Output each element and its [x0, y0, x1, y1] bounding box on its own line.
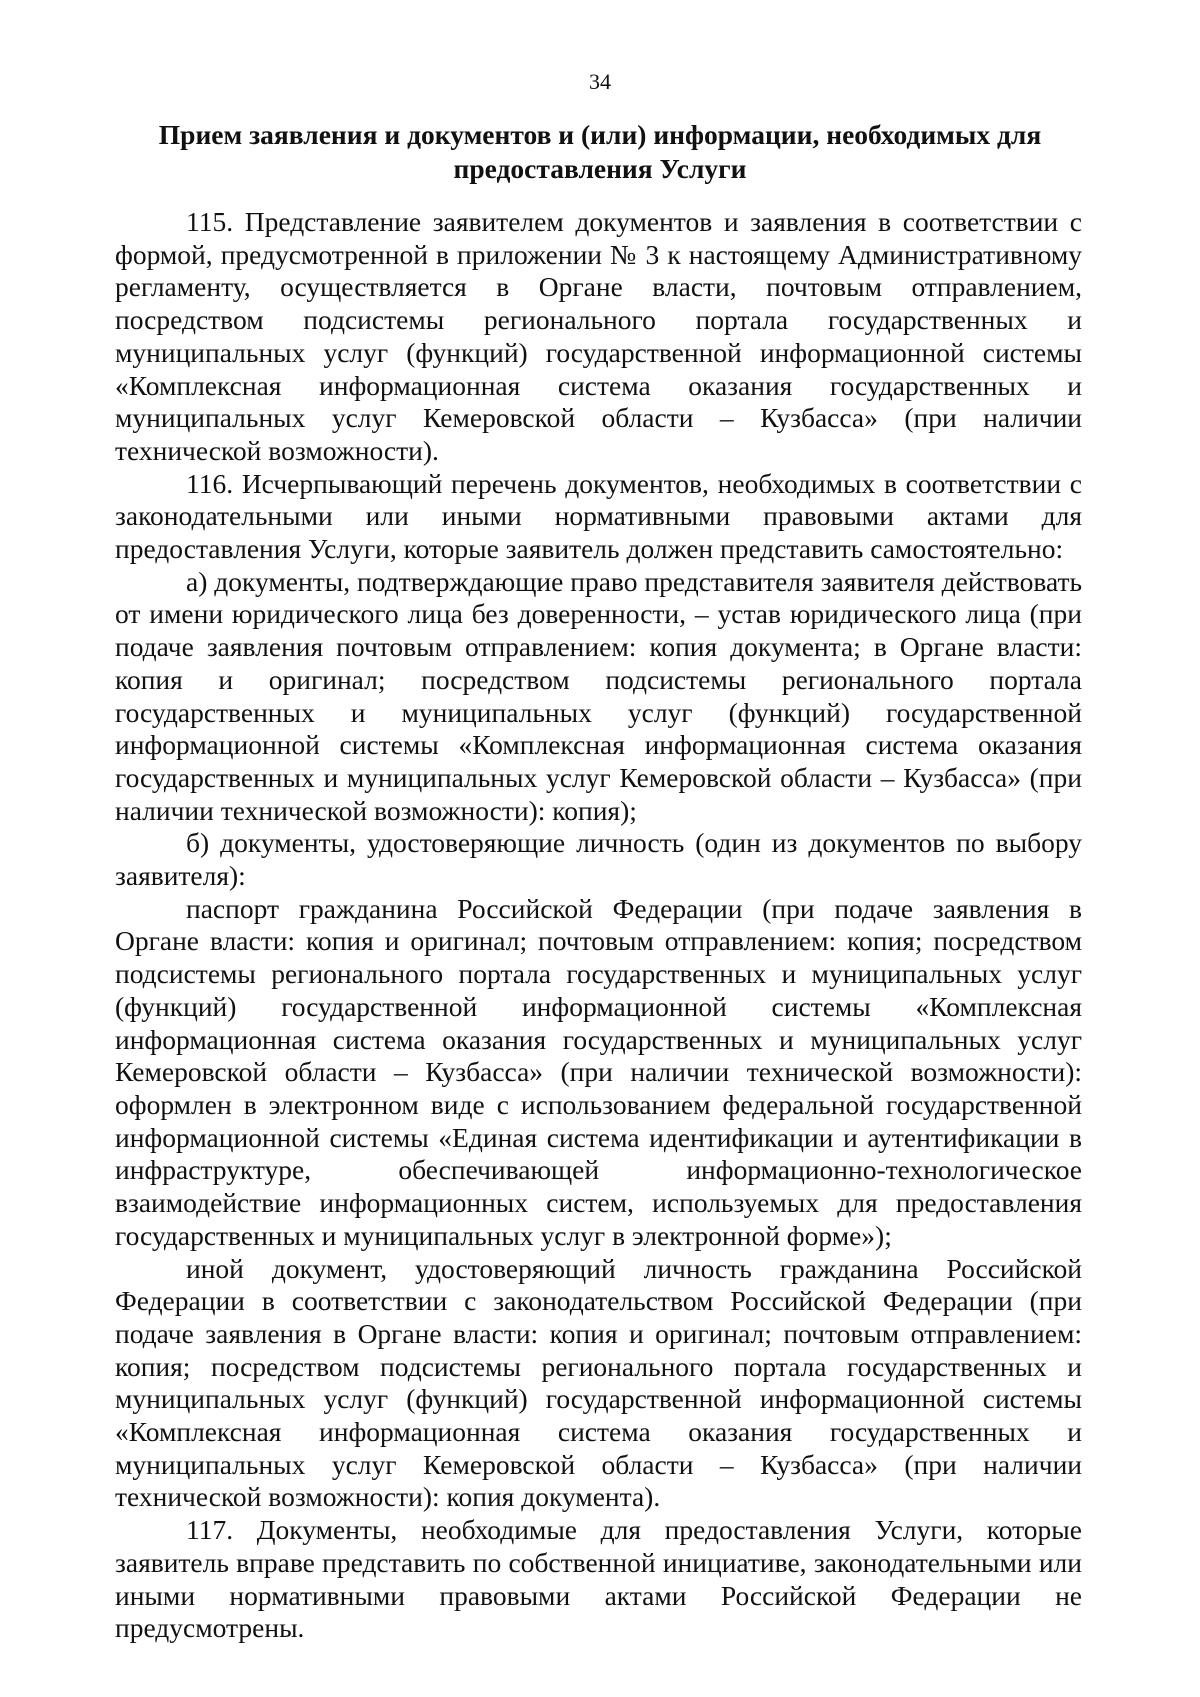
- paragraph-116-b: б) документы, удостоверяющие личность (один из документов по выбору заявителя):: [115, 827, 1082, 892]
- page-number: 34: [589, 69, 611, 94]
- paragraph-115: 115. Представление заявителем документов и заявления в соответствии с формой, предусмотренной в приложении № 3 к настоящему Административному регламенту, осуществляется в Органе власти, почтовым отправлением, посредством подсистемы регионального портала государственных и муниципальных услуг (функций) государственной информационной системы «Комплексная информационная система оказания государственных и муниципальных услуг Кемеровской области – Кузбасса» (при наличии технической возможности).: [115, 206, 1082, 466]
- paragraph-116-a: а) документы, подтверждающие право представителя заявителя действовать от имени юридического лица без доверенности, – устав юридического лица (при подаче заявления почтовым отправлением: копия документа; в Органе власти: копия и оригинал; посредством подсистемы регионального портала государственных и муниципальных услуг (функций) государственной информационной системы «Комплексная информационная система оказания государственных и муниципальных услуг Кемеровской области – Кузбасса» (при наличии технической возможности): копия);: [115, 565, 1082, 826]
- document-body: [115, 206, 1082, 1645]
- paragraph-other-document: иной документ, удостоверяющий личность гражданина Российской Федерации в соответствии с законодательством Российской Федерации (при подаче заявления в Органе власти: копия и оригинал; почтовым отправлением: копия; посредством подсистемы регионального портала государственных и муниципальных услуг (функций) государственной информационной системы «Комплексная информационная система оказания государственных и муниципальных услуг Кемеровской области – Кузбасса» (при наличии технической возможности): копия документа).: [115, 1252, 1082, 1513]
- paragraph-passport: паспорт гражданина Российской Федерации (при подаче заявления в Органе власти: копия и оригинал; почтовым отправлением: копия; посредством подсистемы регионального портала государственных и муниципальных услуг (функций) государственной информационной системы «Комплексная информационная система оказания государственных и муниципальных услуг Кемеровской области – Кузбасса» (при наличии технической возможности): оформлен в электронном виде с использованием федеральной государственной информационной системы «Единая система идентификации и аутентификации в инфраструктуре, обеспечивающей информационно-технологическое взаимодействие информационных систем, используемых для предоставления государственных и муниципальных услуг в электронной форме»);: [115, 892, 1082, 1251]
- paragraph-117: 117. Документы, необходимые для предоставления Услуги, которые заявитель вправе представить по собственной инициативе, законодательными или иными нормативными правовыми актами Российской Федерации не предусмотрены.: [115, 1514, 1082, 1644]
- paragraph-116: 116. Исчерпывающий перечень документов, необходимых в соответствии с законодательными или иными нормативными правовыми актами для предоставления Услуги, которые заявитель должен представить самостоятельно:: [115, 467, 1082, 565]
- section-heading: Прием заявления и документов и (или) информации, необходимых для предоставления Услуги: [158, 119, 1042, 184]
